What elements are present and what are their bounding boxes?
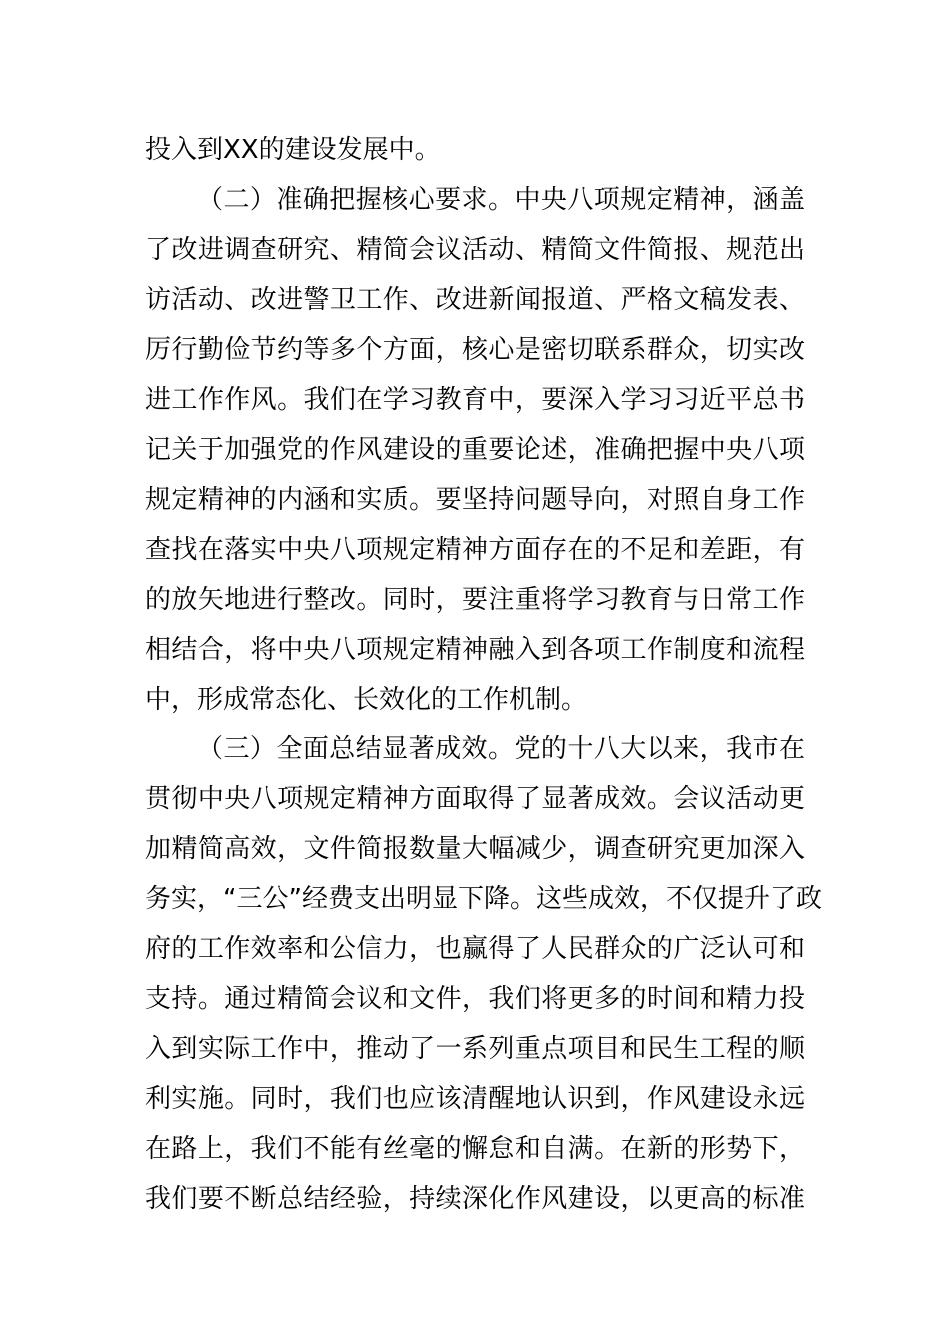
text-line: 相结合，将中央八项规定精神融入到各项工作制度和流程 <box>145 635 805 665</box>
text-line: 入到实际工作中，推动了一系列重点项目和民生工程的顺 <box>145 1034 805 1064</box>
text-line: 投入到XX的建设发展中。 <box>145 135 441 165</box>
text-line: 府的工作效率和公信力，也赢得了人民群众的广泛认可和 <box>145 934 805 964</box>
text-line: 中，形成常态化、长效化的工作机制。 <box>145 685 588 715</box>
text-line: 规定精神的内涵和实质。要坚持问题导向，对照自身工作 <box>145 485 805 515</box>
paragraph-3-heading-line: （三）全面总结显著成效。党的十八大以来，我市在 <box>197 734 805 764</box>
text-line: 厉行勤俭节约等多个方面，核心是密切联系群众，切实改 <box>145 335 805 365</box>
text-line: 支持。通过精简会议和文件，我们将更多的时间和精力投 <box>145 984 805 1014</box>
text-line: 贯彻中央八项规定精神方面取得了显著成效。会议活动更 <box>145 784 805 814</box>
text-line: 务实，“三公”经费支出明显下降。这些成效，不仅提升了政 <box>145 884 822 914</box>
text-line: 利实施。同时，我们也应该清醒地认识到，作风建设永远 <box>145 1084 805 1114</box>
text-line: 在路上，我们不能有丝毫的懈怠和自满。在新的形势下， <box>145 1134 805 1164</box>
text-line: 加精简高效，文件简报数量大幅减少，调查研究更加深入 <box>145 834 805 864</box>
text-line: 记关于加强党的作风建设的重要论述，准确把握中央八项 <box>145 435 805 465</box>
text-line: 了改进调查研究、精简会议活动、精简文件简报、规范出 <box>145 235 805 265</box>
text-line: 访活动、改进警卫工作、改进新闻报道、严格文稿发表、 <box>145 285 805 315</box>
text-line: 的放矢地进行整改。同时，要注重将学习教育与日常工作 <box>145 585 805 615</box>
paragraph-2-heading-line: （二）准确把握核心要求。中央八项规定精神，涵盖 <box>197 185 805 215</box>
text-line: 查找在落实中央八项规定精神方面存在的不足和差距，有 <box>145 535 805 565</box>
text-line: 进工作作风。我们在学习教育中，要深入学习习近平总书 <box>145 385 805 415</box>
text-line: 我们要不断总结经验，持续深化作风建设，以更高的标准 <box>145 1184 805 1214</box>
